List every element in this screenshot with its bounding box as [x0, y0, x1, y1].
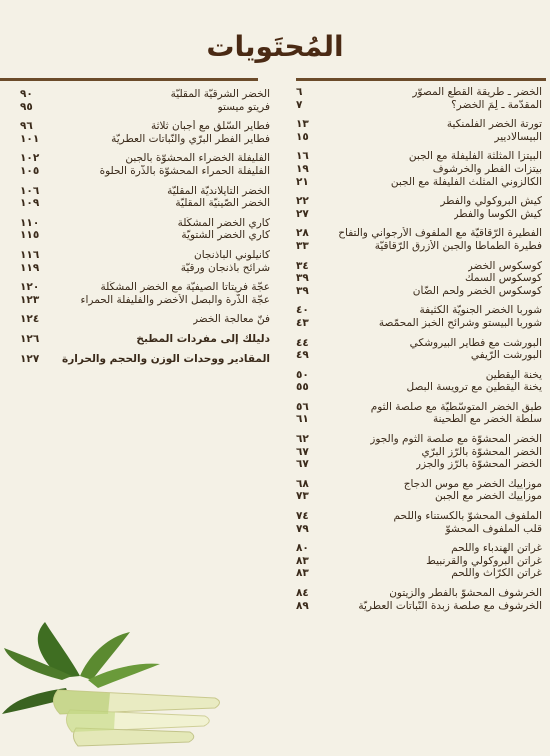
- toc-entry: [20, 294, 270, 307]
- toc-entry-title: بيتزات الفطر والخرشوف: [432, 162, 542, 175]
- toc-entry-title: موزاييك الخضر مع الجبن: [434, 490, 542, 503]
- toc-entry-title: البيتزا المثلّثة الفليفلة مع الجبن: [408, 150, 542, 163]
- group-spacer: [20, 274, 270, 281]
- toc-entry-page-number: ١٢٣: [20, 293, 40, 306]
- toc-entry-page-number: ٣٩: [296, 272, 309, 285]
- toc-entry-page-number: ٥٥: [296, 381, 309, 394]
- group-spacer: [296, 111, 542, 118]
- toc-entry-page-number: ١٢٠: [20, 281, 40, 294]
- toc-entry-title: البيسالاديير: [494, 130, 542, 143]
- toc-entry-page-number: ٢٢: [296, 195, 309, 208]
- toc-entry-page-number: ٢١: [296, 175, 309, 188]
- toc-entry-page-number: ٢٨: [296, 227, 309, 240]
- toc-entry-page-number: ٦١: [296, 413, 309, 426]
- leek-image: [0, 618, 230, 756]
- group-spacer: [296, 471, 542, 478]
- toc-entry-title: الخرشوف المحشوّ بالفطر والزيتون: [389, 587, 542, 599]
- toc-entry-page-number: ٤٠: [296, 304, 309, 317]
- toc-entry: [296, 176, 542, 189]
- toc-entry: [20, 133, 270, 146]
- toc-entry: [20, 281, 270, 294]
- toc-entry: [296, 163, 542, 176]
- toc-entry-page-number: ١١٦: [20, 248, 40, 261]
- toc-entry-title: قلب الملفوف المحشوّ: [445, 522, 542, 535]
- toc-entry-title: عجّة الذّرة والبصل الأخضر والفليفلة الحمراء: [80, 293, 270, 306]
- toc-entry-page-number: ٦٨: [296, 477, 309, 490]
- toc-entry-page-number: ١٠٩: [20, 197, 40, 210]
- toc-right-column: [296, 86, 542, 612]
- toc-entry: [296, 227, 542, 240]
- toc-entry: [20, 197, 270, 210]
- toc-entry-title: طبق الخضر المتوسّطيّة مع صلصة الثوم: [370, 400, 542, 413]
- toc-entry-page-number: ٤٩: [296, 349, 309, 362]
- page-title: المُحتَويات: [206, 30, 344, 63]
- group-spacer: [20, 113, 270, 120]
- toc-entry-title: شوربا البيستو وشرائح الخبز المحمّصة: [378, 316, 542, 329]
- toc-entry: [296, 195, 542, 208]
- toc-entry-page-number: ٢٧: [296, 207, 309, 220]
- toc-entry-page-number: ٧٤: [296, 510, 309, 523]
- toc-entry-title: فنّ معالجة الخضر: [193, 313, 270, 326]
- toc-entry: [20, 101, 270, 114]
- toc-entry: [296, 317, 542, 330]
- toc-entry-title: كاري الخضر الشتويّة: [181, 229, 270, 242]
- toc-entry: [296, 304, 542, 317]
- toc-entry-title: الخضر المحشوّة بالرّز البرّي: [421, 445, 542, 458]
- toc-entry-title: الكالزوني المثلّث الفليفلة مع الجبن: [390, 175, 542, 188]
- toc-entry: [20, 249, 270, 262]
- toc-entry-title: الخضر الشرقيّة المقليّة: [170, 88, 270, 100]
- group-spacer: [296, 394, 542, 401]
- toc-entry: [20, 262, 270, 275]
- title-underline-left: [0, 78, 258, 81]
- toc-entry-title: الخرشوف مع صلصة زبدة النّباتات العطريّة: [358, 599, 542, 612]
- toc-entry-title: غراتن الهندباء واللحم: [451, 542, 542, 555]
- toc-entry: [296, 118, 542, 131]
- toc-entry-title: فطاير السّلق مع أجبان ثلاثة: [150, 120, 270, 133]
- toc-entry-title: الخضر المحشوّة بالرّز والجزر: [415, 458, 542, 471]
- toc-entry: [296, 349, 542, 362]
- toc-entry-title: الخضر التايلانديّة المقليّة: [167, 184, 270, 197]
- leek-stalks: [53, 690, 219, 746]
- toc-entry-title: تورتة الخضر الفلمنكية: [446, 118, 542, 131]
- toc-entry-title: البورشت الرّيفي: [470, 349, 542, 362]
- toc-entry-page-number: ٣٤: [296, 259, 309, 272]
- toc-entry: [296, 555, 542, 568]
- toc-entry: [296, 600, 542, 613]
- toc-entry-page-number: ٨٣: [296, 567, 309, 580]
- toc-entry-page-number: ١١٠: [20, 216, 40, 229]
- toc-entry-page-number: ٥٠: [296, 368, 309, 381]
- toc-entry: [296, 86, 542, 99]
- group-spacer: [20, 178, 270, 185]
- toc-entry: [296, 208, 542, 221]
- toc-entry-page-number: ١٦: [296, 150, 309, 163]
- toc-entry: [20, 185, 270, 198]
- toc-entry: [296, 272, 542, 285]
- toc-entry-title: كاري الخضر المشكّلة: [177, 216, 270, 229]
- toc-entry-page-number: ٨٠: [296, 542, 309, 555]
- toc-entry-title: الخضر الصّينيّة المقليّة: [175, 197, 270, 210]
- title-underline-right: [296, 78, 546, 81]
- toc-entry: [20, 313, 270, 326]
- group-spacer: [296, 143, 542, 150]
- toc-entry: [296, 433, 542, 446]
- toc-entry-page-number: ٤٣: [296, 316, 309, 329]
- toc-entry-page-number: ٥٦: [296, 400, 309, 413]
- toc-entry-title: سلطة الخضر مع الطّحينة: [432, 413, 542, 426]
- toc-entry-title: غراتن البروكولي والقرنبيط: [426, 554, 542, 567]
- group-spacer: [296, 362, 542, 369]
- toc-entry: [296, 369, 542, 382]
- toc-entry-title: عجّة فريتاتا الصيفيّة مع الخضر المشكّلة: [100, 281, 270, 294]
- toc-entry-title: الفليفلة الحمراء المحشوّة بالذّرة الحلوة: [99, 164, 270, 177]
- toc-entry-page-number: ١٢٦: [20, 332, 40, 345]
- toc-entry-page-number: ١٩: [296, 162, 309, 175]
- toc-entry-page-number: ٦٧: [296, 445, 309, 458]
- toc-entry-page-number: ١٠٥: [20, 164, 40, 177]
- toc-entry-title: الخضر المحشوّة مع صلصة الثوم والجوز: [370, 433, 542, 446]
- toc-entry: [296, 99, 542, 112]
- toc-entry-page-number: ٤٤: [296, 336, 309, 349]
- toc-entry: [296, 337, 542, 350]
- toc-entry-title: فريتو ميستو: [217, 100, 270, 113]
- toc-entry-page-number: ٨٩: [296, 599, 309, 612]
- toc-entry-page-number: ٨٤: [296, 587, 309, 599]
- group-spacer: [296, 580, 542, 587]
- toc-entry-page-number: ٣٣: [296, 239, 309, 252]
- toc-entry: [20, 165, 270, 178]
- toc-entry-page-number: ٦٢: [296, 433, 309, 446]
- toc-entry-page-number: ٧: [296, 98, 303, 111]
- toc-entry-page-number: ١٣: [296, 118, 309, 131]
- toc-entry-title: الفليفلة الخضراء المحشوّة بالجبن: [125, 152, 270, 165]
- toc-entry-title: يخنة اليقطين مع ترويسة البصل: [406, 381, 542, 394]
- group-spacer: [296, 188, 542, 195]
- toc-entry-title: المقادير ووحدات الوزن والحجم والحرارة: [62, 352, 270, 365]
- toc-entry-title: يخنة اليقطين: [485, 368, 542, 381]
- toc-entry: [20, 120, 270, 133]
- group-spacer: [20, 306, 270, 313]
- toc-entry-page-number: ١١٩: [20, 261, 40, 274]
- toc-entry: [296, 446, 542, 459]
- toc-entry: [296, 490, 542, 503]
- toc-entry-page-number: ٣٩: [296, 284, 309, 297]
- toc-entry-title: البورشت مع فطاير البيروشكي: [409, 336, 542, 349]
- toc-entry-page-number: ٩٦: [20, 120, 33, 133]
- toc-entry: [296, 150, 542, 163]
- toc-entry: [20, 152, 270, 165]
- toc-left-column: [20, 88, 270, 365]
- toc-entry: [20, 229, 270, 242]
- toc-entry-title: الفطيرة الرّقاقيّة مع الملفوف الأرجواني والتفاح: [338, 227, 542, 240]
- toc-entry-title: فطاير الفطر البرّي والنّباتات العطريّة: [111, 132, 270, 145]
- toc-entry-title: شرائح باذنجان ورقيّة: [180, 261, 270, 274]
- toc-entry: [296, 458, 542, 471]
- toc-entry: [296, 478, 542, 491]
- toc-entry: [20, 217, 270, 230]
- toc-entry-page-number: ٨٣: [296, 554, 309, 567]
- toc-entry-title: غراتن الكرّاث واللحم: [451, 567, 542, 580]
- toc-entry-page-number: ١٢٤: [20, 313, 40, 326]
- group-spacer: [20, 346, 270, 353]
- group-spacer: [296, 535, 542, 542]
- toc-entry-title: دليلك إلى مفردات المطبخ: [136, 332, 270, 345]
- toc-entry-page-number: ٦: [296, 86, 303, 98]
- toc-entry: [296, 240, 542, 253]
- group-spacer: [296, 220, 542, 227]
- toc-entry-page-number: ١٠١: [20, 132, 40, 145]
- toc-entry-title: كيش البروكولي والفطر: [440, 195, 542, 208]
- toc-entry: [296, 587, 542, 600]
- toc-entry: [296, 523, 542, 536]
- toc-entry-page-number: ٩٠: [20, 88, 33, 100]
- toc-entry: [296, 567, 542, 580]
- toc-entry-title: الخضر ـ طريقة القطع المصوّر: [412, 86, 542, 98]
- toc-entry-title: كانيلوني الباذنجان: [194, 248, 270, 261]
- toc-entry: [296, 285, 542, 298]
- toc-entry-title: المقدّمة ـ لِمَ الخضر؟: [451, 98, 542, 111]
- toc-entry: [296, 510, 542, 523]
- group-spacer: [296, 253, 542, 260]
- toc-entry-page-number: ١١٥: [20, 229, 40, 242]
- toc-entry: [296, 401, 542, 414]
- group-spacer: [296, 330, 542, 337]
- toc-entry-page-number: ١٠٢: [20, 152, 40, 165]
- toc-entry-page-number: ٧٩: [296, 522, 309, 535]
- toc-entry: [296, 413, 542, 426]
- group-spacer: [20, 326, 270, 333]
- toc-entry-title: فطيرة الطماطا والجبن الأزرق الرّقاقيّة: [374, 239, 542, 252]
- toc-entry: [20, 353, 270, 366]
- toc-entry-page-number: ٩٥: [20, 100, 33, 113]
- group-spacer: [20, 145, 270, 152]
- group-spacer: [296, 426, 542, 433]
- toc-entry-page-number: ٦٧: [296, 458, 309, 471]
- toc-entry-page-number: ١٢٧: [20, 352, 40, 365]
- toc-entry-title: موزاييك الخضر مع موس الدجاج: [403, 477, 542, 490]
- toc-entry-title: شوربا الخضر الجنويّة الكثيفة: [419, 304, 542, 317]
- group-spacer: [20, 242, 270, 249]
- toc-entry-page-number: ١٥: [296, 130, 309, 143]
- toc-entry: [296, 381, 542, 394]
- toc-entry-title: كيش الكوسا والفطر: [453, 207, 542, 220]
- group-spacer: [296, 503, 542, 510]
- toc-entry-title: كوسكوس السمك: [464, 272, 542, 285]
- toc-entry: [20, 88, 270, 101]
- toc-entry-title: كوسكوس الخضر: [467, 259, 542, 272]
- toc-entry: [296, 131, 542, 144]
- toc-entry-title: كوسكوس الخضر ولحم الضّأن: [412, 284, 542, 297]
- toc-entry: [296, 542, 542, 555]
- toc-entry-page-number: ١٠٦: [20, 184, 40, 197]
- toc-entry: [20, 333, 270, 346]
- group-spacer: [296, 297, 542, 304]
- toc-entry: [296, 260, 542, 273]
- toc-entry-page-number: ٧٣: [296, 490, 309, 503]
- toc-entry-title: الملفوف المحشوّ بالكستناء واللحم: [393, 510, 542, 523]
- group-spacer: [20, 210, 270, 217]
